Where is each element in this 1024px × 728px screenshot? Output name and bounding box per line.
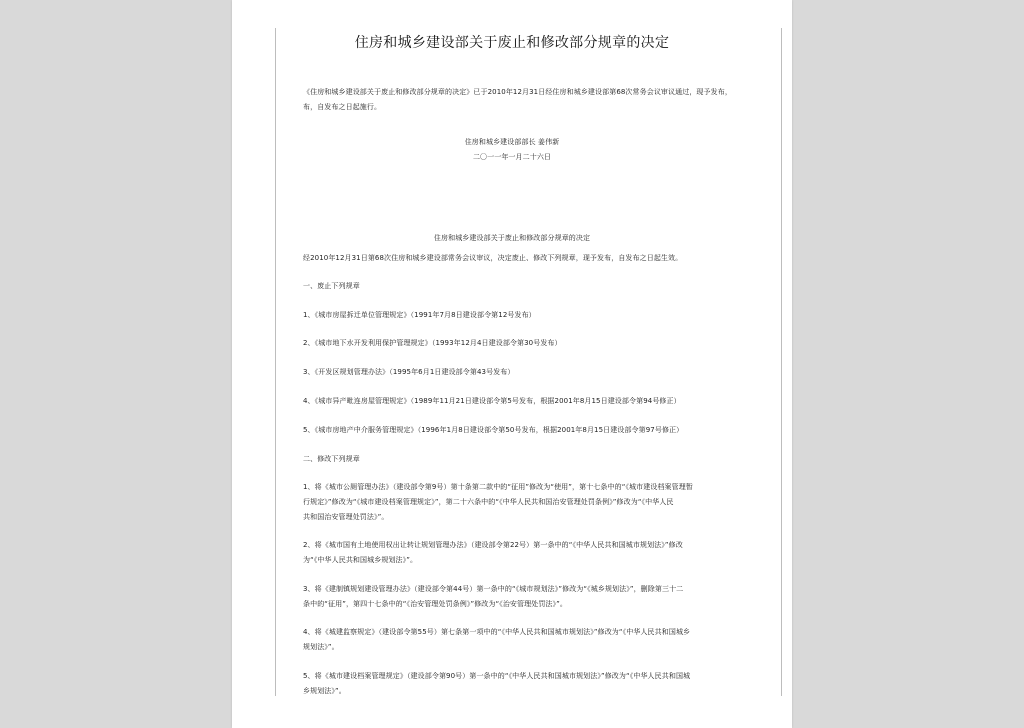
document-title: 住房和城乡建设部关于废止和修改部分规章的决定 [354,35,670,51]
repeal-item: 1、《城市房屋拆迁单位管理规定》（1991年7月8日建设部令第12号发布） [303,311,536,319]
amend-item-line: 3、将《建制镇规划建设管理办法》（建设部令第44号）第一条中的“《城市规划法》”修改为“《城乡规划法》”，删除第三十二 [303,585,684,593]
preamble-line: 布，自发布之日起施行。 [303,103,382,111]
repeal-item: 3、《开发区规划管理办法》（1995年6月1日建设部令第43号发布） [303,368,515,376]
amend-item-line: 条中的“征用”，第四十七条中的“《治安管理处罚条例》”修改为“《治安管理处罚法》”。 [303,600,567,608]
page-border-left [275,28,276,696]
amend-item-line: 1、将《城市公厕管理办法》（建设部令第9号）第十条第二款中的“征用”修改为“使用”，第十七条中的“《城市建设档案管理暂 [303,483,693,491]
amend-item-line: 规划法》”。 [303,643,339,651]
page-border-right [781,28,782,696]
document-page [232,0,792,728]
amend-item-line: 2、将《城市国有土地使用权出让转让规划管理办法》（建设部令第22号）第一条中的“《中华人民共和国城市规划法》”修改 [303,541,683,549]
amend-item-line: 5、将《城市建设档案管理规定》（建设部令第90号）第一条中的“《中华人民共和国城市规划法》”修改为“《中华人民共和国城 [303,672,691,680]
body-title: 住房和城乡建设部关于废止和修改部分规章的决定 [433,234,591,242]
repeal-item: 4、《城市异产毗连房屋管理规定》（1989年11月21日建设部令第5号发布，根据2001年8月15日建设部令第94号修正） [303,397,681,405]
amend-item-line: 为“《中华人民共和国城乡规划法》”。 [303,556,418,564]
signature-date: 二〇一一年一月二十六日 [472,153,552,161]
section-heading-repeal: 一、废止下列规章 [303,282,360,290]
amend-item-line: 共和国治安管理处罚法》”。 [303,513,389,521]
amend-item-line: 行规定》”修改为“《城市建设档案管理规定》”，第二十六条中的“《中华人民共和国治安管理处罚条例》”修改为“《中华人民 [303,498,674,506]
repeal-item: 2、《城市地下水开发利用保护管理规定》（1993年12月4日建设部令第30号发布） [303,339,562,347]
repeal-item: 5、《城市房地产中介服务管理规定》（1996年1月8日建设部令第50号发布，根据2001年8月15日建设部令第97号修正） [303,426,684,434]
signature-signer: 住房和城乡建设部部长 姜伟新 [464,138,560,146]
preamble-line: 《住房和城乡建设部关于废止和修改部分规章的决定》已于2010年12月31日经住房和城乡建设部第68次常务会议审议通过，现予发布， [303,88,732,96]
amend-item-line: 4、将《城建监察规定》（建设部令第55号）第七条第一项中的“《中华人民共和国城市规划法》”修改为“《中华人民共和国城乡 [303,628,691,636]
amend-item-line: 乡规划法》”。 [303,687,346,695]
intro-paragraph: 经2010年12月31日第68次住房和城乡建设部常务会议审议，决定废止、修改下列规章，现予发布，自发布之日起生效。 [303,254,683,262]
section-heading-amend: 二、修改下列规章 [303,455,360,463]
